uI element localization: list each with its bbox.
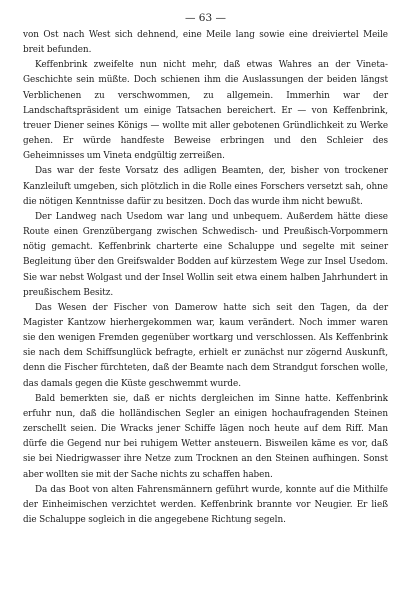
paragraph: Das Wesen der Fischer von Damerow hatte sich seit den Tagen, da der Magister Kantzow hierhergekommen war, kaum verändert. Noch immer waren sie den wenigen Fremden gegenüber wortkarg und verschlossen. Als Keffenbrink sie nach dem Schiffsunglück befragte, erhielt er zunächst nur zögernd Auskunft, denn die Fischer fürchteten, daß der Beamte nach dem Strandgut forschen wolle, das damals gegen die Küste geschwemmt wurde. bbox=[23, 302, 388, 389]
paragraph: von Ost nach West sich dehnend, eine Meile lang sowie eine dreiviertel Meile breit befunden. bbox=[23, 30, 388, 56]
paragraph: Keffenbrink zweifelte nun nicht mehr, daß etwas Wahres an der Vineta-Geschichte sein müßte. Doch schienen ihm die Auslassungen der beiden längst Verblichenen zu verschwommen, zu allgemein. Immerhin war der Landschaftspräsident um einige Tatsachen bereichert. Er — von Keffenbrink, treuer Diener seines Königs — wollte mit aller gebotenen Gründlichkeit zu Werke gehen. Er würde handfeste Beweise erbringen und den Schleier des Geheimnisses um Vineta endgültig zerreißen. bbox=[23, 60, 388, 162]
paragraph: Bald bemerkten sie, daß er nichts dergleichen im Sinne hatte. Keffenbrink erfuhr nun, daß die holländischen Segler an einigen hochaufragenden Steinen zerschellt seien. Die Wracks jener Schiffe lägen noch heute auf dem Riff. Man dürfe die Gegend nur bei ruhigem Wetter ansteuern. Bisweilen käme es vor, daß sie bei Niedrigwasser ihre Netze zum Trocknen an den Steinen aufhingen. Sonst aber wollten sie mit der Sache nichts zu schaffen haben. bbox=[23, 393, 388, 480]
paragraph: Da das Boot von alten Fahrensmännern geführt wurde, konnte auf die Mithilfe der Einheimischen verzichtet werden. Keffenbrink brannte vor Neugier. Er ließ die Schaluppe sogleich in die angegebene Richtung segeln. bbox=[23, 484, 388, 525]
paragraph: Der Landweg nach Usedom war lang und unbequem. Außerdem hätte diese Route einen Grenzübergang zwischen Schwedisch- und Preußisch-Vorpommern nötig gemacht. Keffenbrink charterte eine Schaluppe und segelte mit seiner Begleitung über den Greifswalder Bodden auf kürzestem Wege zur Insel Usedom. Sie war nebst Wolgast und der Insel Wollin seit etwa einem halben Jahrhundert in preußischem Besitz. bbox=[23, 211, 388, 298]
book-page bbox=[23, 10, 388, 528]
paragraph: Das war der feste Vorsatz des adligen Beamten, der, bisher von trockener Kanzleiluft umgeben, sich plötzlich in die Rolle eines Forschers versetzt sah, ohne die nötigen Kenntnisse dafür zu besitzen. Doch das wurde ihm nicht bewußt. bbox=[23, 166, 388, 207]
page-number: — 63 — bbox=[184, 12, 227, 24]
